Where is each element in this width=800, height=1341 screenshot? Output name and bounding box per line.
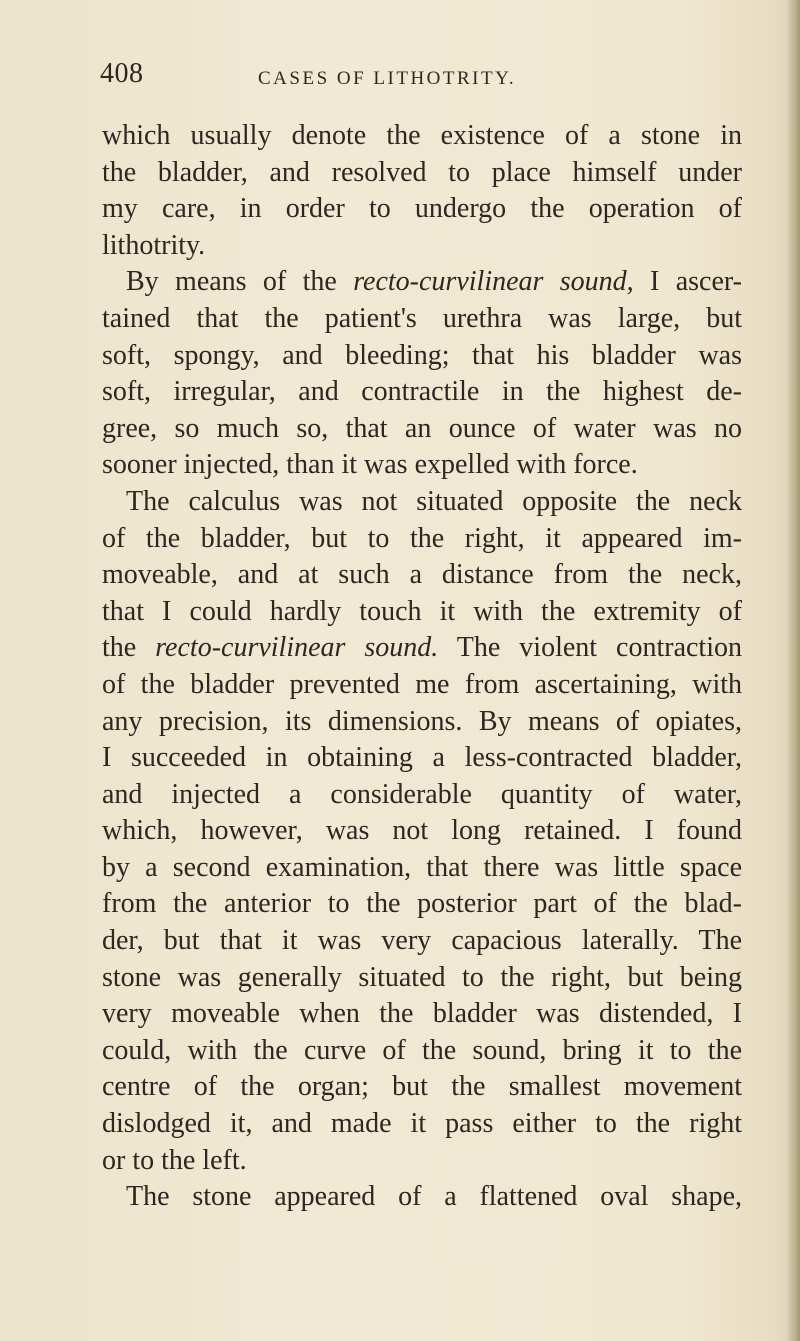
text-line: der, but that it was very capacious laterally. The xyxy=(102,925,742,957)
text-line: by a second examination, that there was little space xyxy=(102,851,742,883)
text-line: which usually denote the existence of a stone in xyxy=(102,120,742,151)
text-run: By means of the xyxy=(126,266,337,298)
text-line: centre of the organ; but the smallest movement xyxy=(102,1071,742,1103)
text-line: of the bladder, but to the right, it appeared im- xyxy=(102,522,742,554)
text-line: gree, so much so, that an ounce of water was no xyxy=(102,412,742,444)
body-text xyxy=(102,118,742,1216)
text-line: from the anterior to the posterior part of the blad- xyxy=(102,888,742,920)
text-line: soft, spongy, and bleeding; that his bladder was xyxy=(102,339,742,371)
text-line: sooner injected, than it was expelled with force. xyxy=(102,449,638,481)
text-line: soft, irregular, and contractile in the highest de- xyxy=(102,376,742,408)
page-header xyxy=(100,58,740,98)
text-line: my care, in order to undergo the operation of xyxy=(102,193,742,225)
text-line: or to the left. xyxy=(102,1144,247,1176)
text-line: which, however, was not long retained. I found xyxy=(102,815,742,847)
text-line xyxy=(102,264,742,301)
italic-term: recto-curvilinear sound, xyxy=(353,266,634,298)
text-run: the xyxy=(102,632,137,664)
running-title: CASES OF LITHOTRITY. xyxy=(258,68,517,89)
text-line: moveable, and at such a distance from the neck, xyxy=(102,559,742,591)
text-run: I ascer- xyxy=(650,266,742,298)
text-line: dislodged it, and made it pass either to the right xyxy=(102,1108,742,1140)
text-line xyxy=(102,630,742,667)
text-line: the bladder, and resolved to place himself under xyxy=(102,156,742,188)
text-line: The calculus was not situated opposite the neck xyxy=(126,485,742,517)
text-line: very moveable when the bladder was distended, I xyxy=(102,998,742,1030)
text-run: The violent contraction xyxy=(456,632,742,664)
page-edge-shadow xyxy=(786,0,800,1341)
italic-term: recto-curvilinear sound. xyxy=(155,632,439,664)
text-line: stone was generally situated to the right, but being xyxy=(102,961,742,993)
page-number: 408 xyxy=(100,58,144,89)
text-line: I succeeded in obtaining a less-contracted bladder, xyxy=(102,742,742,774)
text-line: could, with the curve of the sound, bring it to the xyxy=(102,1034,742,1066)
text-line: any precision, its dimensions. By means of opiates, xyxy=(102,705,742,737)
text-line: and injected a considerable quantity of water, xyxy=(102,778,742,810)
text-line: tained that the patient's urethra was large, but xyxy=(102,302,742,334)
text-line: of the bladder prevented me from ascertaining, with xyxy=(102,668,742,700)
text-line: that I could hardly touch it with the extremity of xyxy=(102,595,742,627)
text-line: The stone appeared of a flattened oval shape, xyxy=(126,1181,742,1213)
text-line: lithotrity. xyxy=(102,229,206,261)
